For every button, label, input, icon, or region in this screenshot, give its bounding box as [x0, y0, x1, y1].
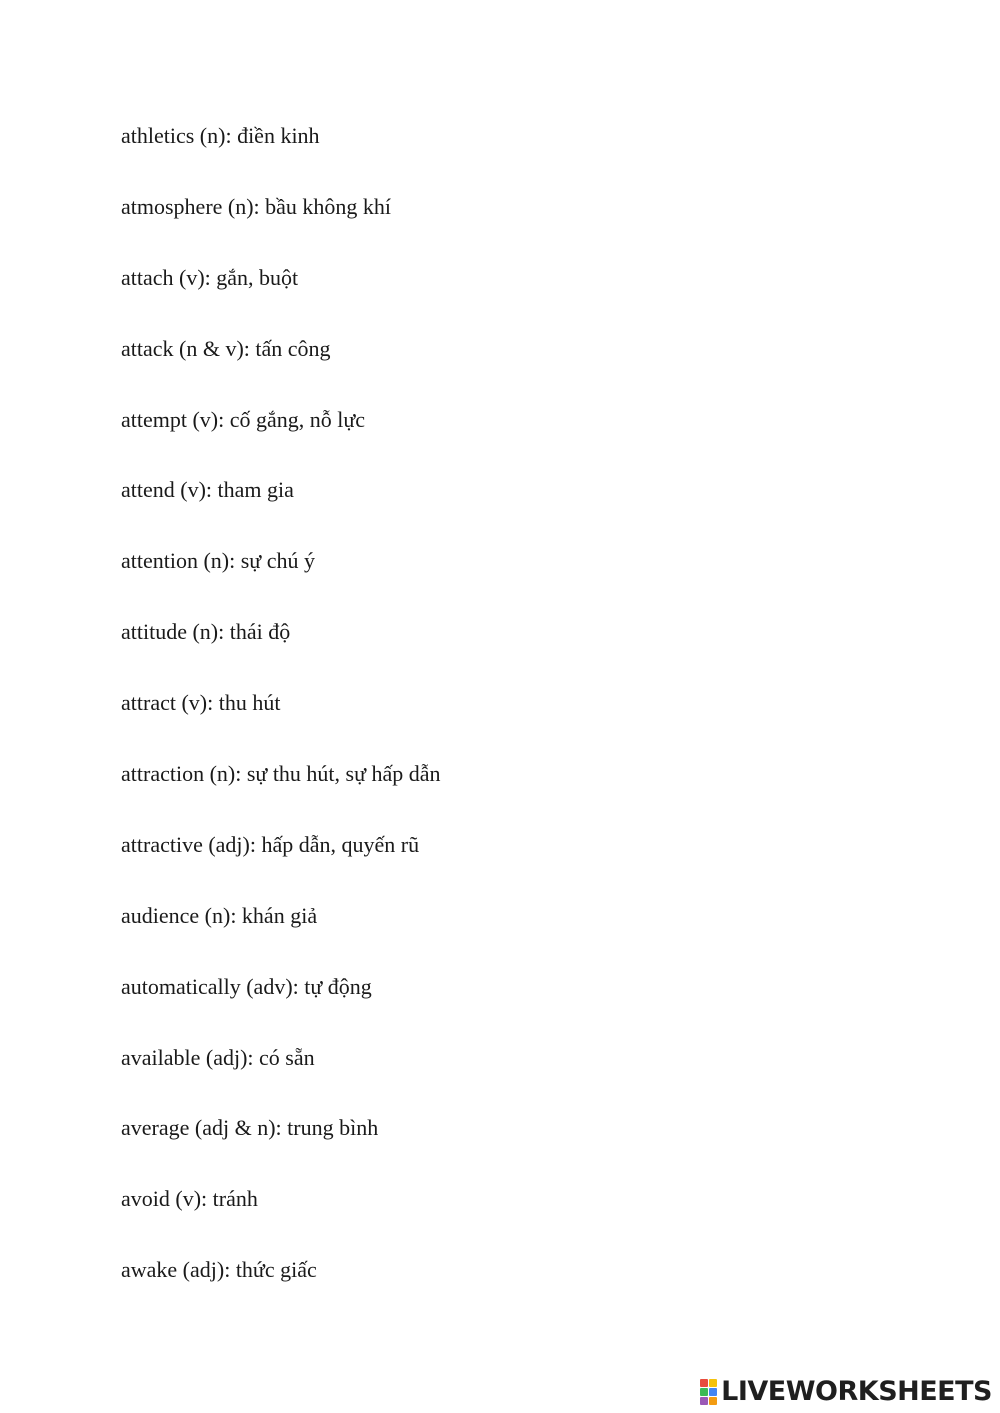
vocab-item: average (adj & n): trung bình [121, 1115, 379, 1141]
logo-mark-cell [709, 1388, 717, 1396]
logo-text: LIVEWORKSHEETS [721, 1376, 992, 1407]
liveworksheets-logo-icon [700, 1379, 717, 1405]
vocab-item: automatically (adv): tự động [121, 973, 372, 999]
vocab-item: attitude (n): thái độ [121, 619, 291, 645]
vocab-item: attraction (n): sự thu hút, sự hấp dẫn [121, 761, 441, 787]
vocab-item: athletics (n): điền kinh [121, 123, 320, 148]
vocab-item: attractive (adj): hấp dẫn, quyến rũ [121, 831, 420, 857]
logo-mark-cell [709, 1379, 717, 1387]
vocab-item: attach (v): gắn, buột [121, 264, 299, 290]
vocab-item: available (adj): có sẵn [121, 1044, 315, 1070]
vocabulary-list [121, 118, 441, 1323]
logo-mark-cell [700, 1397, 708, 1405]
logo-mark-cell [700, 1388, 708, 1396]
vocab-item: awake (adj): thức giấc [121, 1257, 317, 1283]
liveworksheets-logo [700, 1377, 992, 1407]
vocab-item: attention (n): sự chú ý [121, 548, 315, 574]
vocab-item: audience (n): khán giả [121, 902, 318, 928]
vocab-item: attract (v): thu hút [121, 690, 281, 716]
vocab-item: attempt (v): cố gắng, nỗ lực [121, 406, 366, 432]
vocab-item: atmosphere (n): bầu không khí [121, 193, 392, 219]
logo-mark-cell [700, 1379, 708, 1387]
vocab-item: avoid (v): tránh [121, 1186, 258, 1212]
vocab-item: attack (n & v): tấn công [121, 335, 331, 361]
vocab-item: attend (v): tham gia [121, 477, 294, 503]
logo-mark-cell [709, 1397, 717, 1405]
